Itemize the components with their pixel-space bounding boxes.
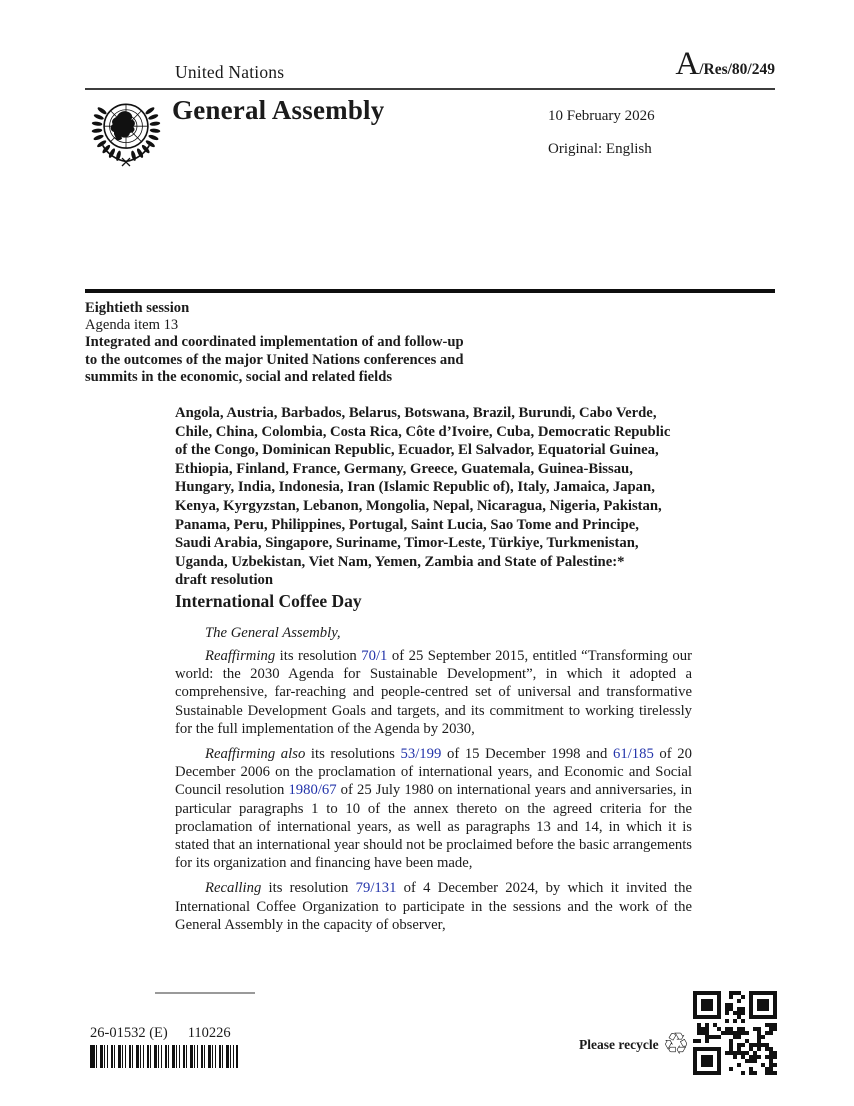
resolution-paragraphs — [175, 640, 692, 934]
text-run: of 25 September 2015, entitled “Transforming our world: the 2030 Agenda for Sustainable Development”, in which it adopted a comprehensive, far-reaching and people-centred set of universal and transformative Sustainable Development Goals and targets, and its commitment to working tirelessly for the full implementation of the Agenda by 2030, — [175, 648, 692, 737]
italic-term: Reaffirming — [205, 648, 276, 664]
footnote-separator — [155, 992, 255, 994]
sponsors-list — [175, 404, 670, 590]
distribution-date-code: 110226 — [187, 1025, 231, 1041]
resolution-link[interactable]: 61/185 — [612, 746, 654, 763]
qr-code-icon — [693, 991, 777, 1075]
original-language: Original: English — [548, 141, 652, 157]
text-run: of 20 December 2006 on the proclamation of international years, and Economic and Social Council resolution — [175, 746, 692, 799]
resolution-opening: The General Assembly, — [205, 625, 341, 641]
document-symbol-prefix: A — [675, 46, 700, 82]
resolution-paragraph — [175, 647, 692, 738]
text-run: its resolution — [275, 648, 362, 664]
text-run: of 25 July 1980 on international years and anniversaries, in particular paragraphs 1 to 10 of the annex thereto on the agreed criteria for the proclamation of international years, as well as paragraphs 13 and 14, in which it is stated that an international year should not be proclaimed before the basic arrangements for its organization and financing have been made, — [175, 782, 692, 872]
sponsors-line: Panama, Peru, Philippines, Portugal, Saint Lucia, Sao Tome and Principe, — [175, 516, 639, 533]
sponsors-line: Saudi Arabia, Singapore, Suriname, Timor-Leste, Türkiye, Turkmenistan, — [175, 535, 639, 552]
text-run: of 15 December 1998 and — [441, 746, 613, 763]
agenda-item: Agenda item 13 — [85, 317, 179, 334]
agenda-title-line: summits in the economic, social and related fields — [85, 368, 392, 385]
header-rule-thin — [85, 88, 775, 90]
united-nations-label: United Nations — [175, 62, 285, 82]
document-date: 10 February 2026 — [548, 108, 655, 124]
sponsors-line: Angola, Austria, Barbados, Belarus, Botswana, Brazil, Burundi, Cabo Verde, — [175, 405, 657, 421]
document-symbol-suffix: /Res/80/249 — [699, 61, 775, 78]
agenda-title-line: to the outcomes of the major United Nations conferences and — [85, 351, 464, 368]
agenda-title-line: Integrated and coordinated implementation of and follow-up — [85, 334, 464, 351]
header-rule-thick — [85, 289, 775, 293]
resolution-title: International Coffee Day — [175, 591, 362, 611]
resolution-link[interactable]: 79/131 — [355, 880, 397, 897]
text-run: of 4 December 2024, by which it invited the International Coffee Organization to participate in the sessions and the work of the General Assembly in the capacity of observer, — [175, 880, 692, 933]
sponsors-line: Ethiopia, Finland, France, Germany, Greece, Guatemala, Guinea-Bissau, — [175, 460, 633, 477]
session-block — [85, 300, 464, 386]
italic-term: Recalling — [205, 880, 262, 897]
document-symbol — [675, 48, 775, 81]
text-run: its resolutions — [305, 746, 401, 763]
resolution-link[interactable]: 1980/67 — [288, 782, 337, 799]
qr-code-grid — [693, 991, 777, 1075]
sponsors-line: Kenya, Kyrgyzstan, Lebanon, Mongolia, Nepal, Nicaragua, Nigeria, Pakistan, — [175, 497, 662, 514]
barcode-icon — [90, 1045, 238, 1068]
job-number: 26-01532 (E) — [90, 1025, 168, 1041]
resolution-paragraph — [175, 879, 692, 934]
wreath-cross — [122, 158, 130, 166]
organ-title: General Assembly — [172, 95, 385, 125]
italic-term: Reaffirming also — [205, 746, 306, 763]
recycle-icon: ♲ — [662, 1027, 690, 1062]
sponsors-line: Uganda, Uzbekistan, Viet Nam, Yemen, Zambia and State of Palestine:* — [175, 553, 625, 570]
sponsors-line: Chile, China, Colombia, Costa Rica, Côte d’Ivoire, Cuba, Democratic Republic — [175, 423, 671, 440]
sponsors-line: of the Congo, Dominican Republic, Ecuador, El Salvador, Equatorial Guinea, — [175, 442, 659, 459]
recycle-note — [579, 1027, 690, 1062]
sponsors-line: draft resolution — [175, 572, 274, 589]
text-run: its resolution — [261, 880, 356, 897]
job-line — [90, 1025, 231, 1042]
please-recycle-label: Please recycle — [579, 1037, 659, 1052]
session-number: Eightieth session — [85, 300, 190, 316]
united-nations-emblem-icon — [86, 93, 166, 170]
resolution-paragraph — [175, 745, 692, 872]
sponsors-line: Hungary, India, Indonesia, Iran (Islamic Republic of), Italy, Jamaica, Japan, — [175, 479, 655, 496]
resolution-link[interactable]: 53/199 — [400, 746, 442, 763]
resolution-link[interactable]: 70/1 — [361, 648, 388, 664]
